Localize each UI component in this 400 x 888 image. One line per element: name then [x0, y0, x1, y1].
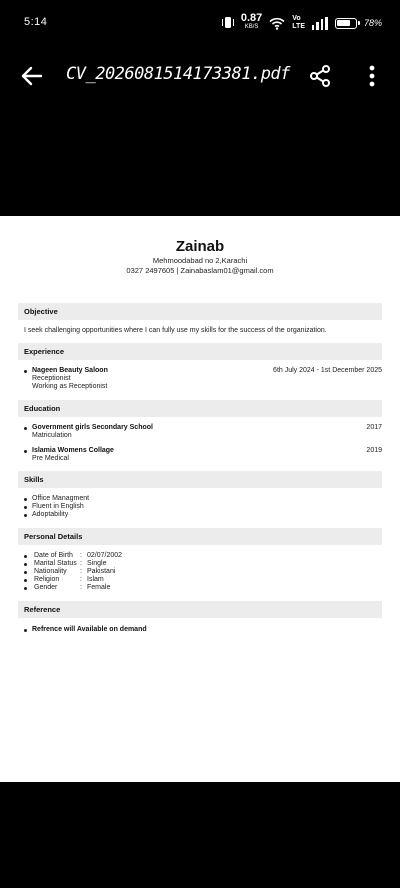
personal-label: Marital Status — [34, 560, 77, 567]
personal-value: Islam — [87, 576, 104, 583]
personal-label: Date of Birth — [34, 552, 73, 559]
personal-value: Female — [87, 584, 111, 591]
education-year: 2019 — [366, 447, 382, 454]
network-speed — [241, 14, 262, 32]
cv-address: Mehmoodabad no 2,Karachi — [152, 256, 248, 265]
list-bullet — [24, 450, 27, 453]
list-bullet — [24, 579, 27, 582]
vibrate-icon — [222, 16, 234, 30]
list-bullet — [24, 629, 27, 632]
app-bar — [0, 50, 400, 102]
skill-item: Office Managment — [32, 495, 90, 502]
battery-percent: 78% — [363, 18, 382, 28]
list-bullet — [24, 506, 27, 509]
experience-heading: Experience — [18, 343, 382, 360]
experience-org: Nageen Beauty Saloon — [32, 367, 108, 374]
network-speed-value: 0.87 — [240, 12, 263, 24]
personal-value: 02/07/2002 — [87, 552, 123, 559]
battery-icon — [335, 18, 357, 29]
skills-heading: Skills — [18, 471, 382, 488]
personal-colon: : — [80, 584, 82, 591]
network-speed-unit: KB/S — [244, 24, 259, 30]
personal-colon: : — [80, 576, 82, 583]
skill-item: Adoptability — [32, 511, 69, 518]
back-arrow-icon[interactable] — [20, 64, 44, 88]
personal-colon: : — [80, 568, 82, 575]
experience-dates: 6th July 2024 - 1st December 2025 — [273, 367, 382, 374]
share-icon[interactable] — [308, 64, 332, 88]
cv-name: Zainab — [175, 238, 225, 255]
more-vert-icon[interactable] — [366, 64, 378, 88]
pdf-page[interactable] — [0, 216, 400, 782]
list-bullet — [24, 563, 27, 566]
list-bullet — [24, 427, 27, 430]
experience-role: Receptionist — [32, 375, 71, 382]
signal-icon — [312, 17, 328, 30]
cv-contact: 0327 2497605 | Zainabaslam01@gmail.com — [126, 266, 274, 275]
personal-heading: Personal Details — [18, 528, 382, 545]
document-title: CV_2026081514173381.pdf — [66, 64, 290, 84]
personal-value: Single — [87, 560, 107, 567]
volte-indicator — [292, 15, 305, 31]
status-time: 5:14 — [24, 16, 48, 28]
skill-item: Fluent in English — [32, 503, 84, 510]
objective-text: I seek challenging opportunities where I can fully use my skills for the success of the organization. — [24, 327, 327, 334]
list-bullet — [24, 571, 27, 574]
status-bar — [0, 0, 400, 46]
reference-heading: Reference — [18, 601, 382, 618]
list-bullet — [24, 587, 27, 590]
volte-top: Vo — [292, 15, 301, 22]
list-bullet — [24, 498, 27, 501]
list-bullet — [24, 514, 27, 517]
personal-label: Religion — [34, 576, 60, 583]
personal-colon: : — [80, 560, 82, 567]
objective-heading: Objective — [18, 303, 382, 320]
wifi-icon — [269, 17, 285, 30]
education-school: Government girls Secondary School — [32, 424, 153, 431]
education-year: 2017 — [366, 424, 382, 431]
education-heading: Education — [18, 400, 382, 417]
education-school: Islamia Womens Collage — [32, 447, 114, 454]
personal-label: Nationality — [34, 568, 67, 575]
education-level: Matriculation — [32, 432, 72, 439]
personal-label: Gender — [34, 584, 58, 591]
list-bullet — [24, 370, 27, 373]
personal-value: Pakistani — [87, 568, 116, 575]
volte-bottom: LTE — [292, 23, 305, 30]
personal-colon: : — [80, 552, 82, 559]
list-bullet — [24, 555, 27, 558]
status-icons — [222, 13, 382, 33]
education-level: Pre Medical — [32, 455, 69, 462]
reference-text: Refrence will Available on demand — [32, 626, 147, 633]
experience-detail: Working as Receptionist — [32, 383, 108, 390]
